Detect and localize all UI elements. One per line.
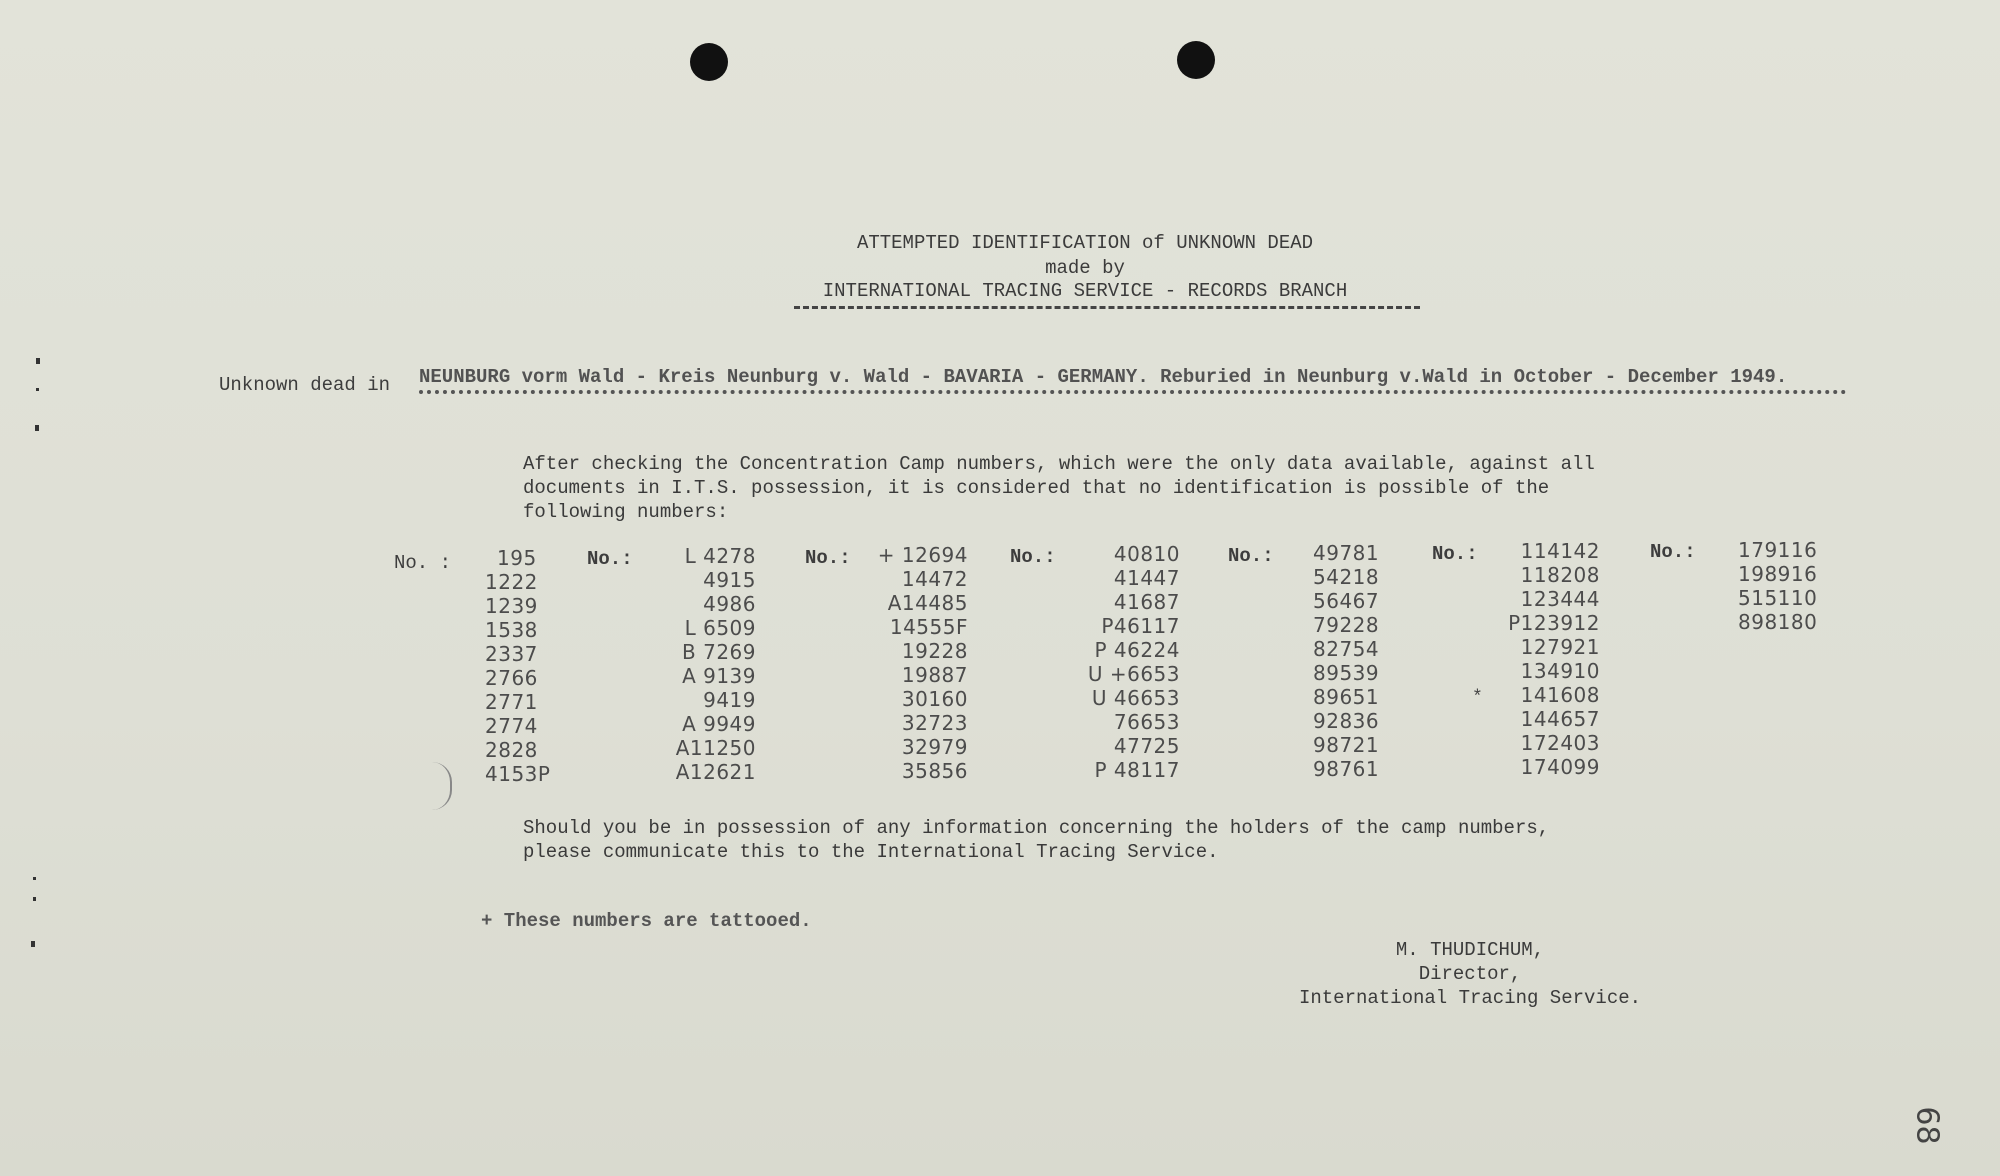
camp-number: P123912 xyxy=(1508,611,1600,635)
camp-number: 2771 xyxy=(485,690,538,714)
intro-line: documents in I.T.S. possession, it is considered that no identification is possible of the xyxy=(523,477,1550,499)
camp-number: 179116 xyxy=(1738,538,1818,562)
punch-hole-left xyxy=(690,43,728,81)
column-prefix: No.: xyxy=(1228,545,1274,567)
closing-paragraph xyxy=(523,816,1823,864)
margin-mark xyxy=(33,877,36,880)
camp-number: 2774 xyxy=(485,714,538,738)
camp-number: 56467 xyxy=(1313,589,1380,613)
camp-number: 1538 xyxy=(485,618,538,642)
camp-number: 4915 xyxy=(703,568,756,592)
intro-paragraph xyxy=(523,452,1823,524)
camp-number: 114142 xyxy=(1520,539,1600,563)
signature-block xyxy=(1250,938,1690,1010)
camp-number: 144657 xyxy=(1520,707,1600,731)
camp-number: 172403 xyxy=(1520,731,1600,755)
margin-mark xyxy=(33,897,36,901)
camp-number: 32723 xyxy=(901,711,968,735)
camp-number: + 12694 xyxy=(877,543,968,567)
number-column xyxy=(818,543,968,783)
camp-number: P 48117 xyxy=(1094,758,1180,782)
number-column xyxy=(1738,538,1888,634)
number-column xyxy=(606,544,756,784)
camp-number: 40810 xyxy=(1113,542,1180,566)
column-prefix: No.: xyxy=(805,547,851,569)
camp-number: 30160 xyxy=(901,687,968,711)
camp-number: L 4278 xyxy=(684,544,756,568)
tattoo-footnote: + These numbers are tattooed. xyxy=(481,910,812,932)
margin-mark xyxy=(36,388,39,391)
camp-number: 89651 xyxy=(1313,685,1380,709)
title-underline xyxy=(794,306,1420,309)
document-title: ATTEMPTED IDENTIFICATION of UNKNOWN DEAD xyxy=(856,232,1314,254)
camp-number: A 9949 xyxy=(682,712,756,736)
signatory-organization: International Tracing Service. xyxy=(1298,987,1642,1009)
camp-number: 198916 xyxy=(1738,562,1818,586)
camp-number: 41687 xyxy=(1113,590,1180,614)
number-column xyxy=(1030,542,1180,782)
closing-line: Should you be in possession of any information concerning the holders of the camp numbers, xyxy=(523,817,1550,839)
margin-mark xyxy=(35,425,39,431)
column-prefix: No.: xyxy=(1010,546,1056,568)
column-prefix: No.: xyxy=(1432,543,1478,565)
unknown-dead-place: NEUNBURG vorm Wald - Kreis Neunburg v. Wald - BAVARIA - GERMANY. Reburied in Neunburg v.Wald in October - December 1949. xyxy=(419,366,1847,394)
camp-number: 141608 xyxy=(1520,683,1600,707)
camp-number: P 46224 xyxy=(1094,638,1180,662)
camp-number: 41447 xyxy=(1113,566,1180,590)
page-number-mark: 68 xyxy=(1909,1106,1945,1145)
camp-number: A12621 xyxy=(675,760,756,784)
camp-number: 2766 xyxy=(485,666,538,690)
punch-hole-right xyxy=(1177,41,1215,79)
margin-mark xyxy=(36,358,40,364)
intro-line: After checking the Concentration Camp numbers, which were the only data available, against all xyxy=(523,453,1595,475)
unknown-dead-label: Unknown dead in xyxy=(219,374,391,396)
camp-number: 195 xyxy=(497,546,537,570)
column-prefix: No.: xyxy=(1650,541,1696,563)
camp-number: 19228 xyxy=(901,639,968,663)
camp-number: 49781 xyxy=(1313,541,1380,565)
tattoo-marker: * xyxy=(1472,688,1483,708)
column-prefix: No. : xyxy=(394,552,452,574)
camp-number: 4153P xyxy=(485,762,551,786)
camp-number: 35856 xyxy=(901,759,968,783)
camp-number: A 9139 xyxy=(682,664,756,688)
camp-number: A11250 xyxy=(675,736,756,760)
camp-number: 118208 xyxy=(1520,563,1600,587)
issuing-branch: INTERNATIONAL TRACING SERVICE - RECORDS BRANCH xyxy=(822,280,1348,302)
margin-mark xyxy=(31,941,35,947)
camp-number: 898180 xyxy=(1738,610,1818,634)
unknown-dead-line xyxy=(219,366,1788,396)
column-prefix: No.: xyxy=(587,548,633,570)
camp-number: L 6509 xyxy=(684,616,756,640)
camp-number: 134910 xyxy=(1520,659,1600,683)
camp-number: 2337 xyxy=(485,642,538,666)
camp-number: 89539 xyxy=(1313,661,1380,685)
camp-number: 127921 xyxy=(1520,635,1600,659)
camp-number: 19887 xyxy=(901,663,968,687)
signatory-title: Director, xyxy=(1418,963,1522,985)
camp-number: 2828 xyxy=(485,738,538,762)
camp-number: A14485 xyxy=(887,591,968,615)
camp-number: 76653 xyxy=(1113,710,1180,734)
camp-number: 14472 xyxy=(901,567,968,591)
camp-number: 54218 xyxy=(1313,565,1380,589)
camp-number: 515110 xyxy=(1738,586,1818,610)
camp-number: 123444 xyxy=(1520,587,1600,611)
camp-number: U 46653 xyxy=(1091,686,1180,710)
camp-number: 47725 xyxy=(1113,734,1180,758)
intro-line: following numbers: xyxy=(523,501,729,523)
closing-line: please communicate this to the International Tracing Service. xyxy=(523,841,1219,863)
camp-number: 9419 xyxy=(703,688,756,712)
camp-number: 1239 xyxy=(485,594,538,618)
camp-number: B 7269 xyxy=(682,640,756,664)
camp-number: 4986 xyxy=(703,592,756,616)
camp-number: 98721 xyxy=(1313,733,1380,757)
camp-number: 14555F xyxy=(889,615,968,639)
camp-number: 82754 xyxy=(1313,637,1380,661)
camp-number: 79228 xyxy=(1313,613,1380,637)
number-column xyxy=(1313,541,1463,781)
camp-number: 98761 xyxy=(1313,757,1380,781)
document-subtitle: made by xyxy=(1045,257,1125,279)
camp-number: P46117 xyxy=(1101,614,1180,638)
camp-number: 174099 xyxy=(1520,755,1600,779)
margin-bracket xyxy=(430,762,452,810)
signatory-name: M. THUDICHUM, xyxy=(1395,939,1545,961)
camp-number: U +6653 xyxy=(1087,662,1180,686)
camp-number: 92836 xyxy=(1313,709,1380,733)
camp-number: 32979 xyxy=(901,735,968,759)
camp-number: 1222 xyxy=(485,570,538,594)
number-column xyxy=(1450,539,1600,779)
